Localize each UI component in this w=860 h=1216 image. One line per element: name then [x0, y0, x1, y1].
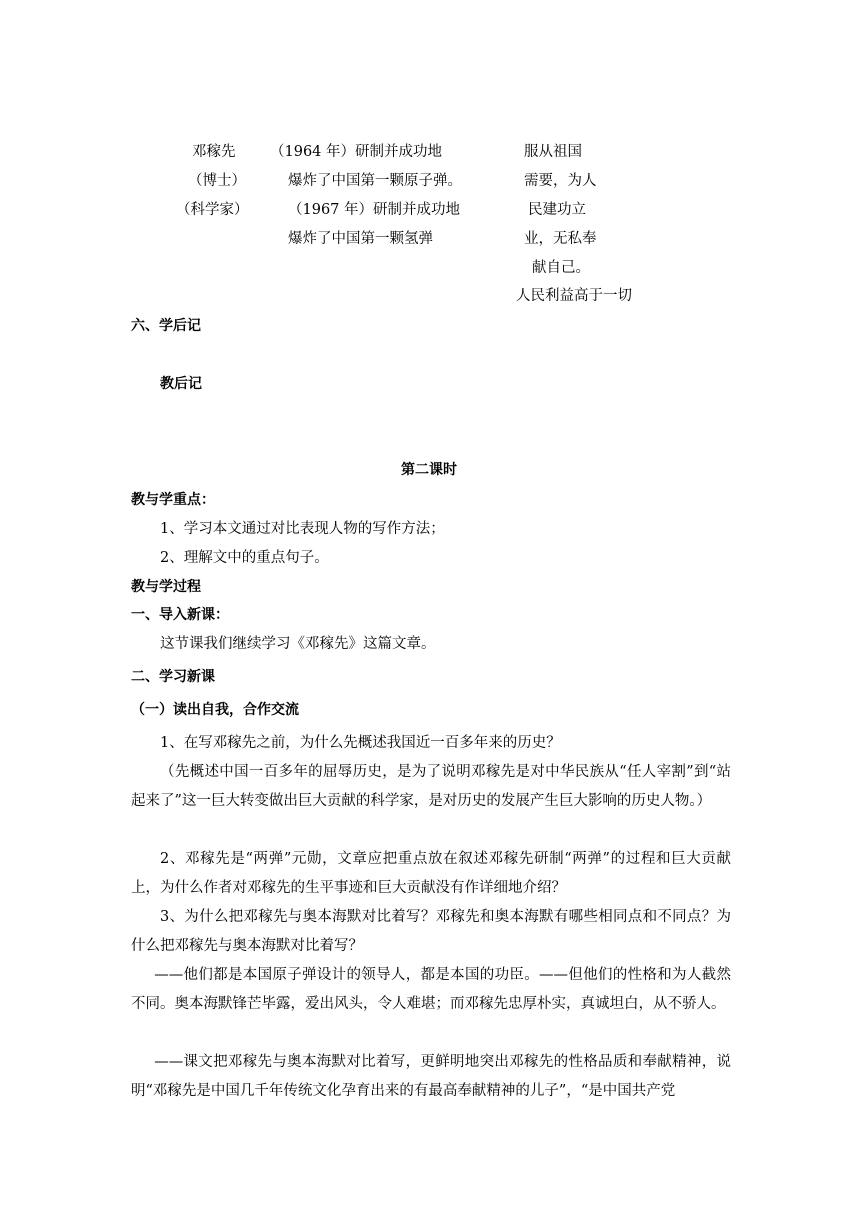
section-1-heading: 一、导入新课： — [131, 607, 229, 623]
process-heading: 教与学过程 — [131, 579, 201, 595]
focus-item-2: 2、理解文中的重点句子。 — [160, 550, 329, 566]
answer-1: （先概述中国一百多年的屈辱历史，是为了说明邓稼先是对中华民族从“任人宰割”到“站起来了”这一巨大转变做出巨大贡献的科学家，是对历史的发展产生巨大影响的历史人物。） — [131, 764, 731, 809]
table-spirit-6: 人民利益高于一切 — [516, 288, 632, 304]
table-event-1b: 爆炸了中国第一颗原子弹。 — [288, 173, 462, 189]
section-6-heading: 六、学后记 — [131, 318, 201, 334]
table-event-2b: 爆炸了中国第一颗氢弹 — [288, 231, 433, 247]
lesson-2-title: 第二课时 — [401, 462, 457, 478]
table-event-2a: （1967 年）研制并成功地 — [288, 202, 461, 218]
section-2-heading: 二、学习新课 — [131, 669, 215, 685]
answer-3a: ——他们都是本国原子弹设计的领导人，都是本国的功臣。——但他们的性格和为人截然不同。奥本海默锋芒毕露，爱出风头，令人难堪；而邓稼先忠厚朴实，真诚坦白，从不骄人。 — [131, 967, 731, 1012]
subsection-1-heading: （一）读出自我，合作交流 — [131, 702, 299, 718]
table-spirit-2: 需要，为人 — [524, 173, 597, 189]
question-1: 1、在写邓稼先之前，为什么先概述我国近一百多年来的历史？ — [160, 735, 561, 751]
answer-3b: ——课文把邓稼先与奥本海默对比着写，更鲜明地突出邓稼先的性格品质和奉献精神，说明“邓稼先是中国几千年传统文化孕育出来的有最高奉献精神的儿子”，“是中国共产党 — [131, 1054, 731, 1099]
table-role: （科学家） — [176, 202, 249, 218]
section-1-text: 这节课我们继续学习《邓稼先》这篇文章。 — [160, 636, 436, 652]
table-event-1a: （1964 年）研制并成功地 — [270, 144, 443, 160]
table-spirit-3: 民建功立 — [528, 202, 586, 218]
table-spirit-4: 业，无私奉 — [524, 231, 597, 247]
focus-heading: 教与学重点： — [131, 492, 215, 508]
question-2: 2、邓稼先是“两弹”元勋，文章应把重点放在叙述邓稼先研制“两弹”的过程和巨大贡献上，为什么作者对邓稼先的生平事迹和巨大贡献没有作详细地介绍？ — [131, 851, 731, 896]
table-title: （博士） — [188, 173, 246, 189]
focus-item-1: 1、学习本文通过对比表现人物的写作方法； — [160, 521, 445, 537]
table-spirit-5: 献自己。 — [532, 260, 590, 276]
table-spirit-1: 服从祖国 — [524, 144, 582, 160]
question-3: 3、为什么把邓稼先与奥本海默对比着写？邓稼先和奥本海默有哪些相同点和不同点？为什么把邓稼先与奥本海默对比着写？ — [131, 909, 731, 954]
teaching-notes-heading: 教后记 — [160, 376, 202, 392]
table-name: 邓稼先 — [192, 144, 236, 160]
